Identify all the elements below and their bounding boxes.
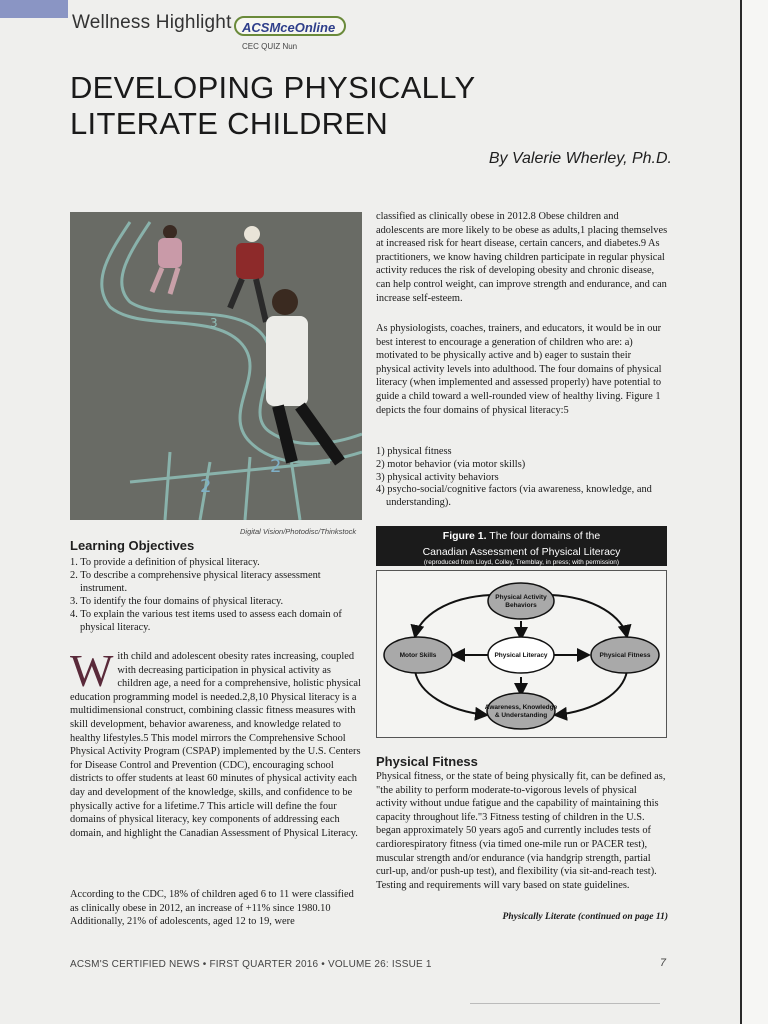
title-line-1: DEVELOPING PHYSICALLY (70, 70, 476, 105)
children-playing-photo (70, 212, 362, 520)
drop-cap: W (70, 645, 114, 696)
byline: By Valerie Wherley, Ph.D. (488, 150, 672, 167)
list-item: 2) motor behavior (via motor skills) (376, 458, 526, 470)
figure-title: The four domains of the (486, 530, 601, 542)
physical-fitness-heading: Physical Fitness (376, 754, 478, 769)
learning-objectives-heading: Learning Objectives (70, 538, 195, 553)
page-edge (740, 0, 742, 1024)
list-item: 2. To describe a comprehensive physical literacy assessment instrument. (70, 570, 321, 594)
node-left-label: Motor Skills (399, 652, 437, 659)
page-margin (742, 0, 768, 1024)
domains-list (376, 446, 668, 510)
continued-notice: Physically Literate (continued on page 11) (502, 912, 668, 922)
list-item: 3. To identify the four domains of physical literacy. (70, 596, 284, 607)
section-label: Wellness Highlight (72, 12, 232, 33)
node-center-label: Physical Literacy (494, 652, 548, 659)
svg-text:3: 3 (210, 316, 218, 330)
page-number: 7 (659, 957, 666, 969)
list-item: 1. To provide a definition of physical literacy. (70, 557, 260, 568)
acsm-ce-online-badge: ACSMceOnline (234, 16, 346, 36)
cec-quiz-label: CEC QUIZ Nun (242, 42, 298, 51)
list-item: 4) psycho-social/cognitive factors (via awareness, knowledge, and understanding). (376, 484, 652, 509)
node-bottom-label-2: & Understanding (494, 712, 548, 719)
physical-literacy-diagram (376, 570, 667, 738)
svg-text:2: 2 (270, 456, 282, 477)
domains-diagram (377, 571, 666, 737)
title-line-2: LITERATE CHILDREN (70, 106, 389, 141)
photo-credit: Digital Vision/Photodisc/Thinkstock (240, 527, 357, 536)
figure-label: Figure 1. (442, 530, 487, 542)
learning-objectives-list (70, 556, 362, 634)
figure-title-line-2: Canadian Assessment of Physical Literacy (422, 546, 621, 558)
list-item: 3) physical activity behaviors (376, 471, 499, 483)
playground-illustration (70, 212, 362, 520)
obesity-paragraph: classified as clinically obese in 2012.8 Obese children and adolescents are more likely to be obese as adults,1 placing themselves at increased risk for heart disease, certain cancers, and diabetes.9 As practitioners, we know having children participate in regular physical activity reduces the risk of developing obesity and chronic disease, can help control weight, can improve strength and endurance, and can increase self-esteem. (376, 211, 668, 304)
intro-paragraph (70, 645, 362, 840)
node-awareness (487, 693, 555, 729)
node-right-label: Physical Fitness (599, 652, 651, 659)
cdc-paragraph: According to the CDC, 18% of children aged 6 to 11 were classified as clinically obese in 2012, an increase of +11% since 1980.10 Additionally, 21% of adolescents, aged 12 to 19, were (70, 889, 354, 928)
svg-text:2: 2 (200, 476, 212, 497)
intro-text: ith child and adolescent obesity rates increasing, coupled with decreasing participation in physical activity as children age, a need for a comprehensive, holistic physical education programming model is needed.2,8,10 Physical literacy is a multidimensional construct, combining classic fitness measures with skill development, behavior awareness, and knowledge related to healthy lifestyles.5 This model mirrors the Comprehensive School Physical Activity Program (CSPAP) implemented by the U.S. Centers for Disease Control and Prevention (CDC), encouraging school districts to offer students at least 60 minutes of physical activity each day and development of the knowledge, skills, and confidence to be physically active for a lifetime.7 This article will define the four domains of physical literacy, key components of addressing each domain, and highlight the Canadian Assessment of Physical Literacy. (70, 651, 361, 839)
node-activity-behaviors (488, 583, 554, 619)
list-item: 4. To explain the various test items used to assess each domain of physical literacy. (70, 609, 342, 633)
figure-caption (376, 526, 667, 566)
physiologists-paragraph: As physiologists, coaches, trainers, and educators, it would be in our best interest to encourage a generation of children who are: a) motivated to be physically active and b) eager to sustain their physical activity levels into adulthood. The four domains of physical literacy (when implemented and assessed properly) have potential to guide a child toward a well-rounded view of healthy living. Figure 1 depicts the four domains of physical literacy:5 (376, 323, 662, 416)
article-title (70, 70, 475, 142)
corner-tab (0, 0, 68, 18)
node-top-label-2: Behaviors (505, 602, 537, 609)
node-bottom-label-1: Awareness, Knowledge (484, 704, 558, 711)
list-item: 1) physical fitness (376, 446, 452, 457)
node-top-label-1: Physical Activity (495, 594, 547, 601)
page-footer: ACSM'S CERTIFIED NEWS • FIRST QUARTER 2016 • VOLUME 26: ISSUE 1 (70, 959, 432, 970)
physical-fitness-paragraph: Physical fitness, or the state of being physically fit, can be defined as, "the ability to perform moderate-to-vigorous levels of physical activity without undue fatigue and the capability of maintaining this capacity throughout life."3 Fitness testing of children in the U.S. began approximately 50 years ago5 and currently includes tests of cardiorespiratory fitness (via timed one-mile run or PACER test), muscular strength and/or endurance (via handgrip strength, partial curl-up, and/or push-up test), and flexibility (via sit-and-reach test). Testing and requirements will vary based on state guidelines. (376, 771, 666, 891)
bottom-rule (470, 1003, 660, 1004)
figure-source: (reproduced from Lloyd, Colley, Tremblay, in press; with permission) (423, 559, 620, 566)
